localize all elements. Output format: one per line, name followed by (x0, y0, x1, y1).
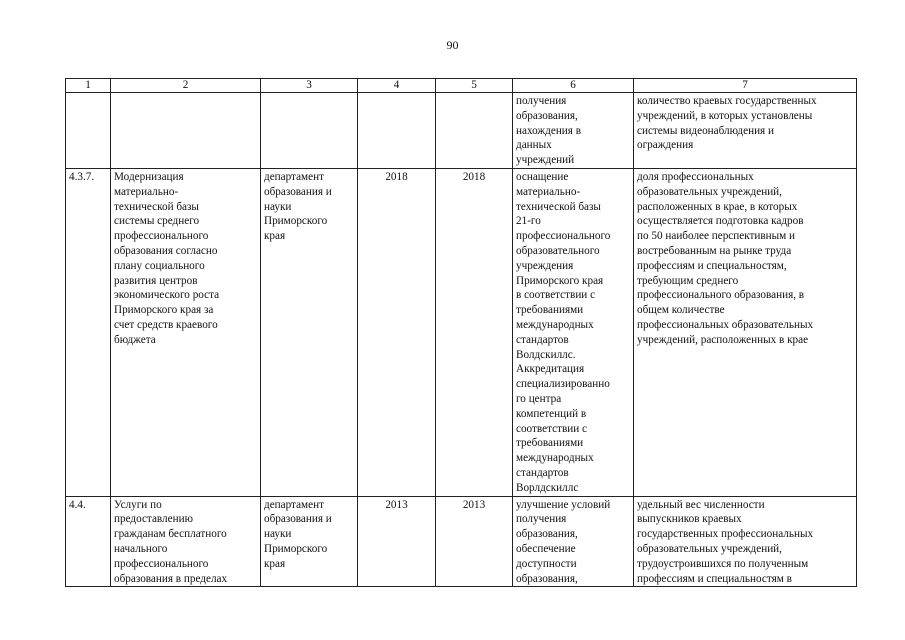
executor-cell (261, 93, 358, 169)
table-row (66, 168, 857, 496)
end-year-cell: 2013 (436, 496, 513, 587)
header-cell: 5 (436, 79, 513, 93)
row-number-cell: 4.3.7. (66, 168, 111, 496)
executor-cell: департамент образования и науки Приморского края (261, 496, 358, 587)
header-row (66, 79, 857, 93)
start-year-cell (358, 93, 436, 169)
start-year-cell: 2018 (358, 168, 436, 496)
expected-result-cell: получения образования, нахождения в данных учреждений (513, 93, 634, 169)
activity-name-cell: Услуги по предоставлению гражданам бесплатного начального профессионального образования в пределах (111, 496, 261, 587)
activity-name-cell: Модернизация материально- технической базы системы среднего профессионального образования согласно плану социального развития центров экономического роста Приморского края за счет средств краевого бюджета (111, 168, 261, 496)
activity-name-cell (111, 93, 261, 169)
program-table (65, 78, 857, 587)
table-row (66, 496, 857, 587)
end-year-cell: 2018 (436, 168, 513, 496)
header-cell: 7 (634, 79, 857, 93)
row-number-cell: 4.4. (66, 496, 111, 587)
page-number: 90 (446, 38, 459, 52)
row-number-cell (66, 93, 111, 169)
start-year-cell: 2013 (358, 496, 436, 587)
expected-result-cell: оснащение материально- технической базы 21-го профессионального образовательного учреждения Приморского края в соответствии с требованиями международных стандартов Волдскиллс. Аккредитация специализированно го центра компетенций в соответствии с требованиями международных стандартов Ворлдскиллс (513, 168, 634, 496)
header-cell: 4 (358, 79, 436, 93)
expected-result-cell: улучшение условий получения образования, обеспечение доступности образования, (513, 496, 634, 587)
header-cell: 2 (111, 79, 261, 93)
header-cell: 6 (513, 79, 634, 93)
header-cell: 1 (66, 79, 111, 93)
table-row (66, 93, 857, 169)
executor-cell: департамент образования и науки Приморского края (261, 168, 358, 496)
indicator-cell: количество краевых государственных учреждений, в которых установлены системы видеонаблюдения и ограждения (634, 93, 857, 169)
end-year-cell (436, 93, 513, 169)
indicator-cell: удельный вес численности выпускников краевых государственных профессиональных образовательных учреждений, трудоустроившихся по полученным профессиям и специальностям в (634, 496, 857, 587)
header-cell: 3 (261, 79, 358, 93)
indicator-cell: доля профессиональных образовательных учреждений, расположенных в крае, в которых осуществляется подготовка кадров по 50 наиболее перспективным и востребованным на рынке труда профессиям и специальностям, требующим среднего профессионального образования, в общем количестве профессиональных образовательных учреждений, расположенных в крае (634, 168, 857, 496)
